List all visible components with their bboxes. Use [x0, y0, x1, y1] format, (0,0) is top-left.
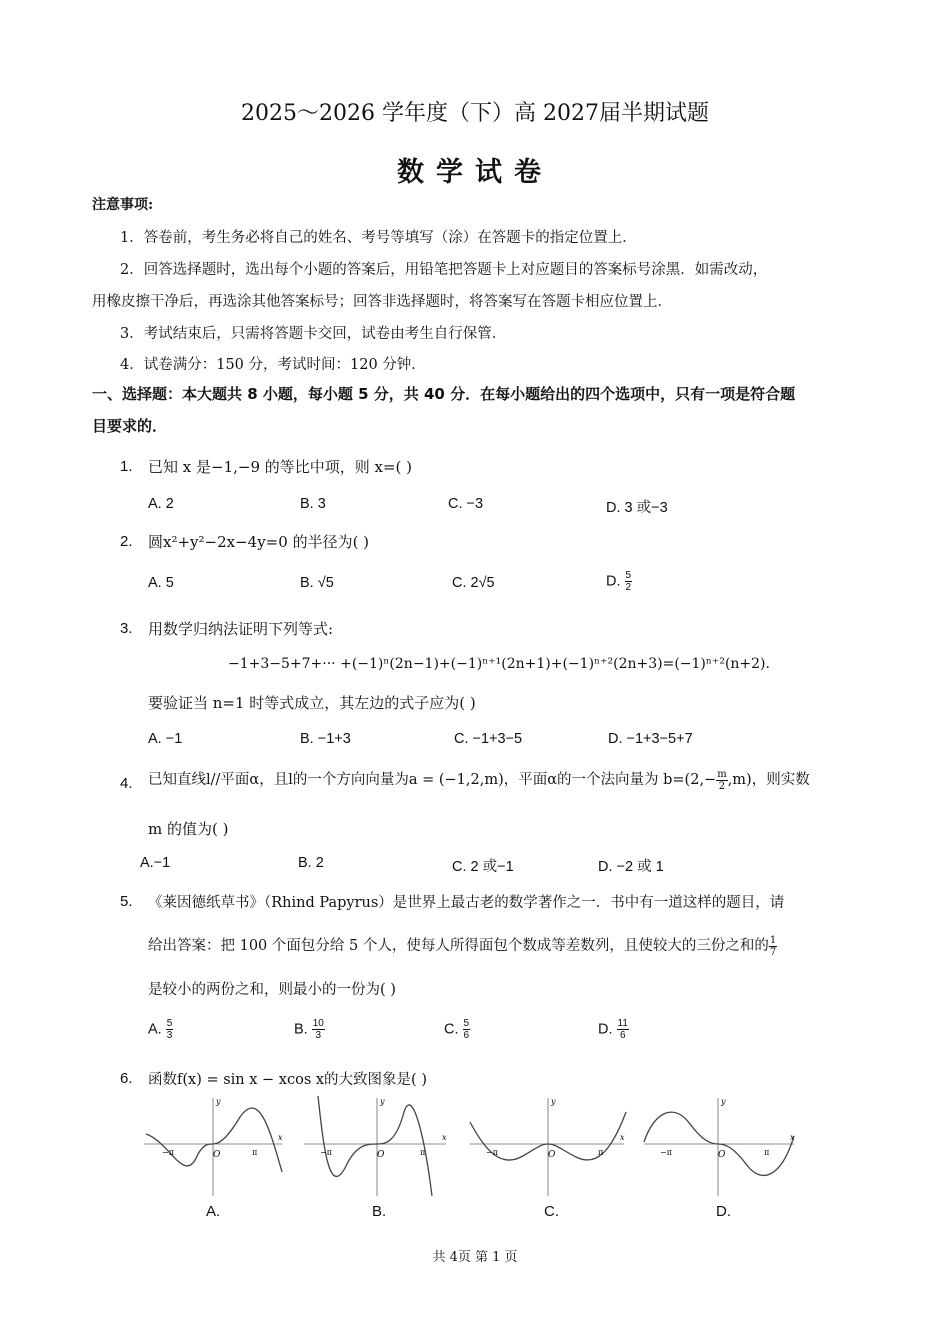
tick-label-pi: π [252, 1148, 258, 1157]
option-c: C. −3 [448, 496, 484, 512]
graph-d [640, 1092, 800, 1202]
option-c: C. −1+3−5 [454, 731, 523, 747]
graph-label-a: A. [206, 1203, 221, 1220]
option-d: D. 3 或−3 [606, 500, 668, 516]
fraction: $\frac{5}{6}$ [463, 1018, 470, 1041]
option-value: 2√5 [470, 575, 495, 591]
question-text: 《莱因德纸草书》（Rhind Papyrus）是世界上最古老的数学著作之一．书中有一道这样的题目，请 [148, 895, 785, 911]
option-d: D. −1+3−5+7 [608, 731, 693, 747]
formula: −1+3−5+7+··· +(−1)ⁿ(2n−1)+(−1)ⁿ⁺¹(2n+1)+(−1)ⁿ⁺²(2n+3)=(−1)ⁿ⁺²(n+2). [228, 656, 770, 672]
section-heading-cont: 目要求的． [92, 417, 168, 435]
tick-label-neg-pi: −π [162, 1148, 174, 1157]
question-text: 已知 x 是−1,−9 的等比中项，则 x=( ) [148, 458, 413, 476]
axis-label-x: x [620, 1133, 625, 1142]
axis-label-y: y [721, 1097, 726, 1106]
question-text: 用数学归纳法证明下列等式: [148, 620, 334, 638]
section-heading: 一、选择题：本大题共 8 小题，每小题 5 分，共 40 分．在每小题给出的四个选项中，只有一项是符合题 [92, 385, 796, 403]
question-number: 5. [120, 893, 133, 910]
option-a: A. 2 [148, 496, 174, 512]
option-a: A. $\frac{5}{3}$ [148, 1018, 173, 1041]
origin-label: O [548, 1150, 556, 1160]
tick-label-neg-pi: −π [320, 1148, 332, 1157]
fraction: $\frac{11}{6}$ [617, 1018, 628, 1041]
page-footer: 共 4页 第 1 页 [432, 1250, 518, 1265]
axis-label-y: y [380, 1097, 385, 1106]
graph-c [466, 1092, 631, 1202]
tick-label-pi: π [764, 1148, 770, 1157]
option-b: B. 2 [298, 855, 324, 871]
option-d: D. $\frac{11}{6}$ [598, 1018, 628, 1041]
graph-a [140, 1092, 290, 1202]
axis-label-y: y [216, 1097, 221, 1106]
question-number: 6. [120, 1070, 133, 1087]
tick-label-neg-pi: −π [660, 1148, 672, 1157]
option-b: B. $\frac{10}{3}$ [294, 1018, 324, 1041]
axis-label-y: y [551, 1097, 556, 1106]
note-item-1: 1．答卷前，考生务必将自己的姓名、考号等填写（涂）在答题卡的指定位置上． [120, 230, 637, 246]
graph-label-c: C. [544, 1203, 559, 1220]
origin-label: O [377, 1150, 385, 1160]
option-b: B. 3 [300, 496, 326, 512]
option-d: D. −2 或 1 [598, 859, 664, 875]
option-c: C. $\frac{5}{6}$ [444, 1018, 470, 1041]
fraction: $\frac{5}{2}$ [625, 570, 632, 593]
question-number: 2. [120, 533, 133, 550]
fraction: $\frac{10}{3}$ [312, 1018, 324, 1041]
question-number: 3. [120, 620, 133, 637]
curve [146, 1108, 282, 1172]
tick-label-pi: π [598, 1148, 604, 1157]
axis-label-x: x [442, 1133, 447, 1142]
question-number: 4. [120, 775, 133, 792]
question-number: 1. [120, 458, 133, 475]
option-c [452, 575, 495, 591]
tick-label-pi: π [420, 1148, 426, 1157]
option-value: √5 [317, 575, 334, 591]
tick-label-neg-pi: −π [486, 1148, 498, 1157]
option-a: A. −1 [148, 731, 183, 747]
fraction: $\frac{m}{2}$ [717, 768, 727, 792]
fraction: $\frac{5}{3}$ [166, 1018, 173, 1041]
axis-label-x: x [278, 1133, 283, 1142]
question-text: 函数f(x) = sin x − xcos x的大致图象是( ) [148, 1072, 427, 1088]
option-c: C. 2 或−1 [452, 859, 514, 875]
question-text: 圆x²+y²−2x−4y=0 的半径为( ) [148, 533, 370, 551]
curve [318, 1096, 432, 1196]
option-label: D. [606, 573, 621, 590]
question-text-cont: 要验证当 n=1 时等式成立，其左边的式子应为( ) [148, 694, 476, 712]
option-label: B. [300, 575, 314, 591]
origin-label: O [213, 1150, 221, 1160]
notes-heading: 注意事项: [92, 197, 154, 213]
exam-title: 2025～2026 学年度（下）高 2027届半期试题 [241, 101, 709, 126]
option-a: A.−1 [140, 855, 171, 871]
option-b [300, 575, 334, 591]
graph-label-d: D. [716, 1203, 731, 1220]
subject-title: 数学试卷 [397, 157, 553, 188]
note-item-2: 2．回答选择题时，选出每个小题的答案后，用铅笔把答题卡上对应题目的答案标号涂黑．如需改动， [120, 262, 768, 278]
option-b: B. −1+3 [300, 731, 351, 747]
origin-label: O [718, 1150, 726, 1160]
note-item-3: 3．考试结束后，只需将答题卡交回，试卷由考生自行保管． [120, 326, 507, 342]
question-text-cont: 给出答案：把 100 个面包分给 5 个人，使每人所得面包个数成等差数列，且使较大的三份之和的 $\frac{1}{7}$ [148, 934, 777, 958]
option-d [606, 570, 632, 593]
graph-b [300, 1092, 455, 1202]
axis-label-x: x [790, 1133, 795, 1142]
note-item-4: 4．试卷满分：150 分，考试时间：120 分钟． [120, 357, 426, 373]
option-label: C. [452, 575, 467, 591]
option-a: A. 5 [148, 575, 174, 591]
question-text-cont: m 的值为( ) [148, 820, 229, 838]
question-text-cont: 是较小的两份之和，则最小的一份为( ) [148, 982, 396, 998]
question-text: 已知直线l//平面α，且l的一个方向向量为a = (−1,2,m)，平面α的一个法向量为 b=(2,− $\frac{m}{2}$ ,m)，则实数 [148, 768, 810, 792]
graph-label-b: B. [372, 1203, 387, 1220]
fraction: $\frac{1}{7}$ [769, 934, 777, 958]
note-item-2-cont: 用橡皮擦干净后，再选涂其他答案标号；回答非选择题时，将答案写在答题卡相应位置上． [92, 294, 672, 310]
